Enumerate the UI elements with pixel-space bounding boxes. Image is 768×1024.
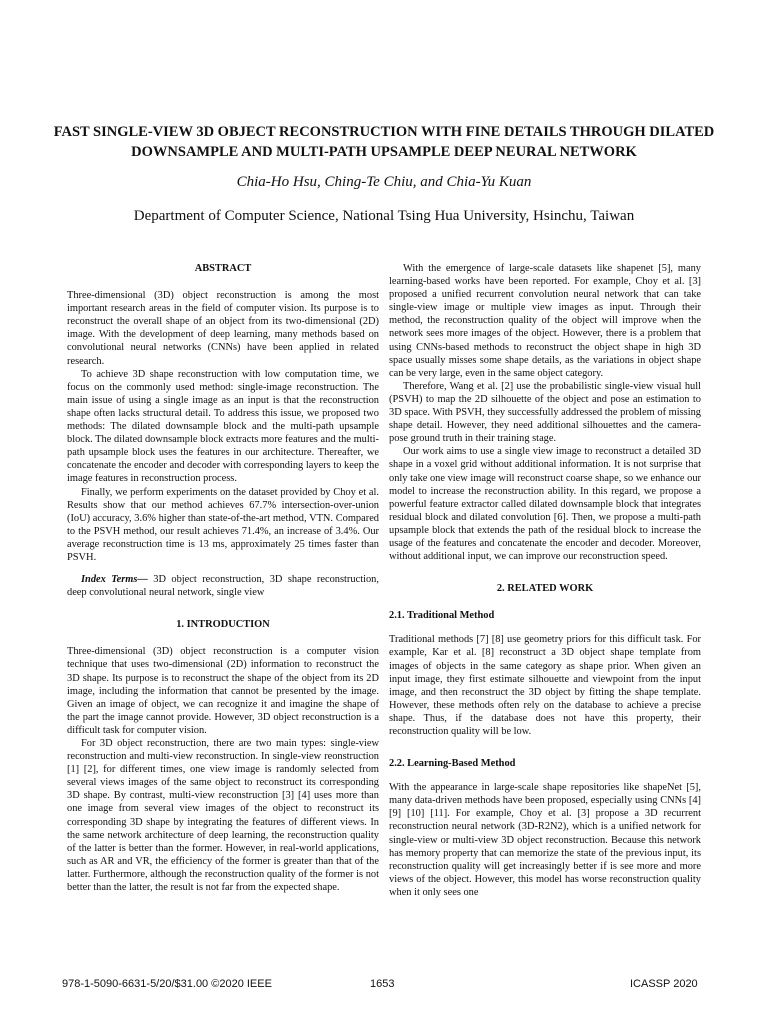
paper-affiliation: Department of Computer Science, National Tsing Hua University, Hsinchu, Taiwan — [133, 208, 635, 224]
learning-method-text: With the appearance in large-scale shape repositories like shapeNet [5], many data-driven methods have been proposed, especially using CNNs [4] [9] [10] [11]. For example, Choy et al. [3] propose a 3D recurrent reconstruction neural network (3D-R2N2), which is a unified network for single-view or multi-view 3D object reconstruction. Because this network has memory property that can memorize the state of the previous input, its reconstruction quality will get increasingly better if is see more and more views of the object. However, this model has worse reconstruction quality when it only sees one — [389, 782, 701, 898]
right-column — [389, 262, 701, 899]
index-terms-text: 3D object reconstruction, 3D shape reconstruction, deep convolutional neural network, single view — [67, 574, 379, 599]
related-work-heading: 2. RELATED WORK — [496, 583, 594, 595]
footer-copyright: 978-1-5090-6631-5/20/$31.00 ©2020 IEEE — [62, 978, 272, 990]
right-paragraph-1: With the emergence of large-scale datasets like shapenet [5], many learning-based works have been reported. For example, Choy et al. [3] proposed a unified recurrent convolution neural network that can take single-view image or multiple view images as input. Through their method, the reconstruction quality of the object will improve when the network sees more images of the object. However, there is a problem that using CNNs-based methods to reconstruct the object shape in high 3D space usually misses some shape details, as the variations in object shape can be very large, even in the same object category. — [389, 263, 701, 379]
introduction-heading: 1. INTRODUCTION — [176, 619, 270, 631]
abstract-paragraph-2: To achieve 3D shape reconstruction with low computation time, we focus on the commonly used method: single-image reconstruction. The main issue of using a single image as an input is that the reconstruction shape often lacks structural detail. To address this issue, we proposed two methods: The dilated downsample block and the multi-path upsample block. The dilated downsample block extracts more features and the multi-path upsample block uses the features in our architecture. Thereafter, we concatenate the encoder and decoder with corresponding layers to keep the image features in reconstruction process. — [67, 368, 379, 485]
traditional-method-text: Traditional methods [7] [8] use geometry priors for this difficult task. For example, Kar et al. [8] reconstruct a 3D object shape template from images of objects in the same category as shape prior. When given an input image, they first estimate silhouette and viewpoint from the input image, and then reconstruct the 3D object by fitting the shape template. However, these methods often rely on the database to achieve a precise shape. Thus, if the database does not have this property, their reconstruction quality will be low. — [389, 634, 701, 737]
abstract-paragraph-3: Finally, we perform experiments on the dataset provided by Choy et al. Results show that our method achieves 67.7% intersection-over-union (IoU) accuracy, 3.6% higher than state-of-the-art method, VTN. Compared to the PSVH method, our result achieves 71.4%, an increase of 3.4%. Our average reconstruction time is 13 ms, approximately 25 times faster than PSVH. — [67, 486, 379, 563]
left-column — [67, 262, 379, 894]
right-paragraph-3: Our work aims to use a single view image to reconstruct a detailed 3D shape in a voxel grid without additional information. It is not surprise that only take one view image will reconstruct coarse shape, so we enhance our model to increase the reconstruction ability. In this regard, we propose a powerful feature extractor called dilated downsample block that integrates residual block and dilated convolution [6]. Then, we propose a multi-path upsample block that extends the path of the residual block to increase the usage of the features and concatenate the encoder and decoder. Moreover, without additional input, we can improve our reconstruction speed. — [389, 446, 701, 563]
paper-title: FAST SINGLE-VIEW 3D OBJECT RECONSTRUCTION WITH FINE DETAILS THROUGH DILATED DOWNSAMPLE AND MULTI-PATH UPSAMPLE DEEP NEURAL NETWORK — [53, 124, 715, 160]
footer-conference: ICASSP 2020 — [630, 978, 698, 990]
index-terms-label: Index Terms— — [81, 574, 148, 586]
abstract-heading: ABSTRACT — [194, 263, 252, 274]
intro-paragraph-1: Three-dimensional (3D) object reconstruction is a computer vision technique that uses two-dimensional (2D) information to reconstruct the 3D shape. Its purpose is to reconstruct the shape of the object from its 2D image, including the information that cannot be presented by the image. Given an image of object, we can recognize it and imagine the shape of the part the image cannot provide. However, 3D object reconstruction is a difficult task for computer vision. — [67, 646, 379, 736]
traditional-method-heading: 2.1. Traditional Method — [389, 610, 495, 622]
intro-paragraph-2: For 3D object reconstruction, there are two main types: single-view reconstruction and multi-view reconstruction. In single-view reonstruction [1] [2], for different times, one view image is randomly selected from several views images of the same object to reconstruct its corresponding 3D shape. By contrast, multi-view reconstruction [3] [4] uses more than one image from several view images of the object to reconstruct its corresponding 3D shape by integrating the features of different views. In the same network architecture of deep learning, the reconstruction quality of the latter is better than the former. However, in real-world applications, such as AR and VR, the efficiency of the former is greater than that of the latter. Furthermore, although the reconstruction quality of the former is not better than the latter, the result is not far from the expected shape. — [67, 738, 379, 894]
index-terms — [67, 573, 379, 599]
footer-page-number: 1653 — [370, 978, 395, 990]
learning-method-heading: 2.2. Learning-Based Method — [389, 758, 516, 770]
abstract-paragraph-1: Three-dimensional (3D) object reconstruction is among the most important research areas in the field of computer vision. Its purpose is to reconstruct the overall shape of an object from its two-dimensional (2D) image. With the development of deep learning, many methods based on convolutional neural networks (CNNs) have been applied in related research. — [67, 290, 379, 367]
paper-authors: Chia-Ho Hsu, Ching-Te Chiu, and Chia-Yu Kuan — [236, 174, 532, 190]
right-paragraph-2: Therefore, Wang et al. [2] use the probabilistic single-view visual hull (PSVH) to map the 2D silhouette of the object and pose an estimation to 3D space. With PSVH, they successfully addressed the problem of missing shape detail. However, they need additional silhouettes and the camera-pose ground truth in their training stage. — [389, 380, 701, 445]
